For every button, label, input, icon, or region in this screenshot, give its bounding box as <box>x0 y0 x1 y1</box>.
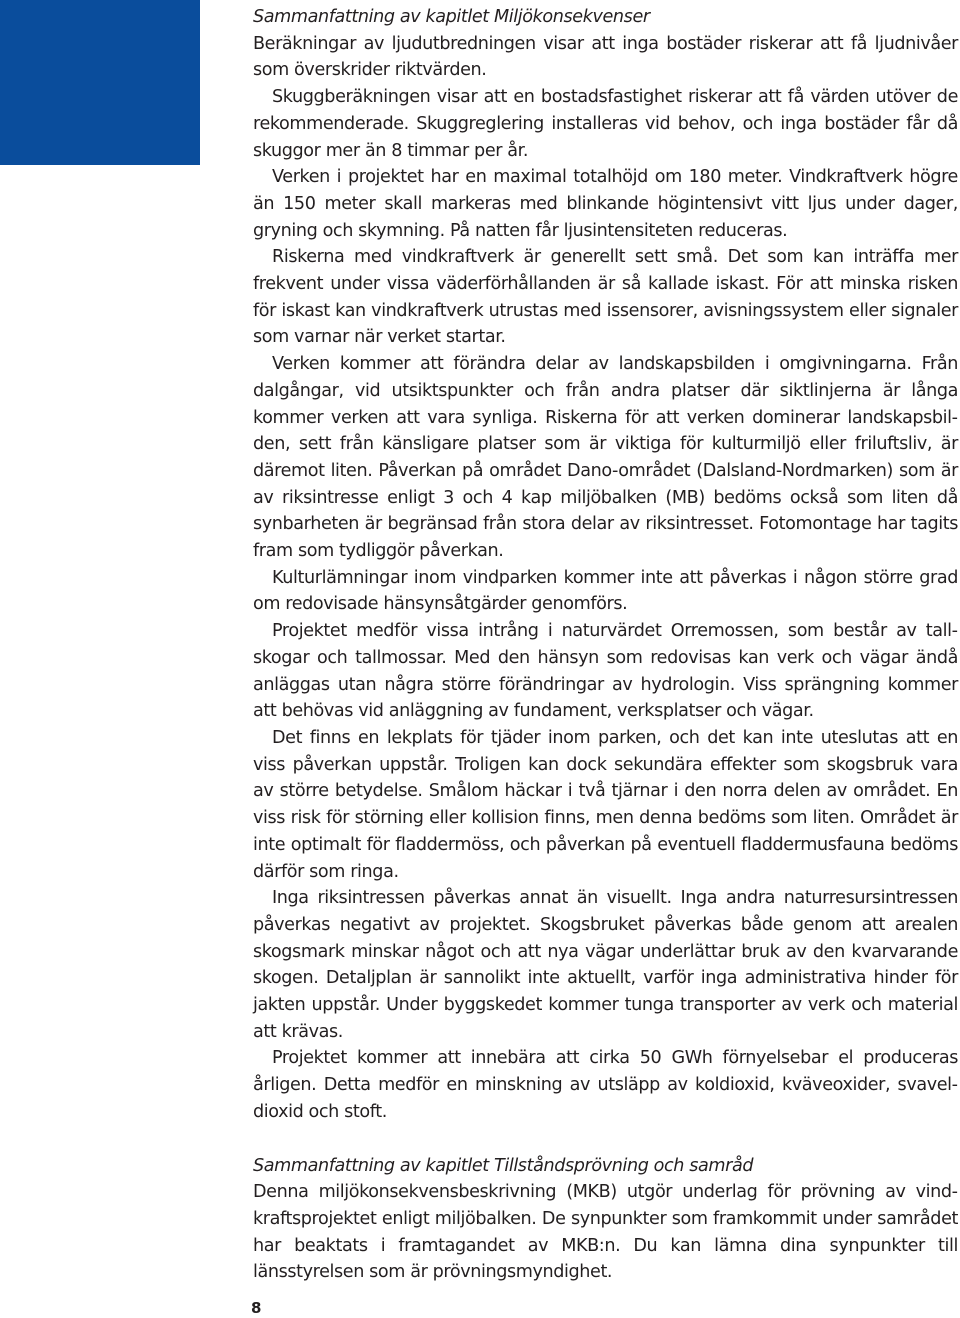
decorative-blue-block <box>0 0 200 165</box>
page-number: 8 <box>251 1299 262 1317</box>
section-spacer <box>253 1126 958 1153</box>
paragraph-mkb: Denna miljökonsekvensbeskrivning (MKB) utgör underlag för prövning av vindkraftsprojektet enligt miljöbalken. De synpunkter som framkommit under samrådet har beaktats i framtagandet av MKB:n. Du kan lämna dina synpunkter till länsstyrelsen som är prövningsmyndighet. <box>253 1182 958 1283</box>
paragraph-risker: Riskerna med vindkraftverk är generellt sett små. Det som kan inträffa mer frekvent under vissa väderförhållanden är så kallade iskast. För att minska risken för iskast kan vindkraftverk utrustas med issensorer, avisningssystem eller signaler som varnar när verket startar. <box>253 247 958 348</box>
paragraph-fauna: Det finns en lekplats för tjäder inom parken, och det kan inte uteslutas att en viss påverkan uppstår. Troligen kan dock sekundära effekter som skogsbruk vara av större betydelse. Smålom häckar i två tjärnar i den norra delen av området. En viss risk för störning eller kollision finns, men denna bedöms som liten. Området är inte optimalt för fladdermöss, och påverkan på eventuell fladdermusfauna bedöms därför som ringa. <box>253 727 958 882</box>
paragraph-landskapsbild: Verken kommer att förändra delar av landskapsbilden i omgivningarna. Från dalgångar, vid utsiktspunkter och från andra platser där siktlinjerna är långa kommer verken att vara synliga. Riskerna för att verken dominerar landskapsbilden, sett från känsligare platser som är viktiga för kulturmiljö eller friluftsliv, är däremot liten. Påverkan på området Dano-området (Dalsland-Nordmarken) som är av riksintresse enligt 3 och 4 kap miljöbalken (MB) bedöms också som liten då synbarheten är begränsad från stora delar av riksintresset. Fotomontage har tagits fram som tydliggör påverkan. <box>253 354 958 562</box>
paragraph-kulturlamningar: Kulturlämningar inom vindparken kommer inte att påverkas i någon större grad om redovisade hänsynsåtgärder genomförs. <box>253 567 958 615</box>
paragraph-riksintressen: Inga riksintressen påverkas annat än visuellt. Inga andra naturresursintressen påverkas negativt av projektet. Skogsbruket påverkas både genom att arealen skogsmark minskar något och att nya vägar underlättar bruk av den kvarvarande skogen. Detaljplan är sannolikt inte aktuellt, varför inga administrativa hinder för jakten uppstår. Under byggskedet kommer tunga transporter av verk och material att krävas. <box>253 888 958 1042</box>
section-title-tillstandsprovning: Sammanfattning av kapitlet Tillståndsprövning och samråd <box>253 1155 754 1176</box>
paragraph-energi: Projektet kommer att innebära att cirka 50 GWh förnyelsebar el produceras årligen. Detta medför en minskning av utsläpp av koldioxid, kväveoxider, svaveldioxid och stoft. <box>253 1048 958 1122</box>
paragraph-naturvarden: Projektet medför vissa intrång i naturvärdet Orremossen, som består av tallskogar och tallmossar. Med den hänsyn som redovisas kan verk och vägar ändå anläggas utan några större förändringar av hydrologin. Viss sprängning kommer att behövas vid anläggning av fundament, verksplatser och vägar. <box>253 621 958 722</box>
paragraph-ljud: Beräkningar av ljudutbredningen visar att inga bostäder riskerar att få ljudnivåer som överskrider riktvärden. <box>253 33 958 81</box>
paragraph-skugga: Skuggberäkningen visar att en bostadsfastighet riskerar att få värden utöver de rekommenderade. Skuggreglering installeras vid behov, och inga bostäder får då skuggor mer än 8 timmar per år. <box>253 87 958 161</box>
document-body <box>253 4 958 1286</box>
section-title-miljokonsekvenser: Sammanfattning av kapitlet Miljökonsekvenser <box>253 7 650 27</box>
paragraph-hinderbelysning: Verken i projektet har en maximal totalhöjd om 180 meter. Vindkraftverk högre än 150 meter skall markeras med blinkande högintensivt vitt ljus under dager, gryning och skymning. På natten får ljusintensiteten reduceras. <box>253 167 958 241</box>
